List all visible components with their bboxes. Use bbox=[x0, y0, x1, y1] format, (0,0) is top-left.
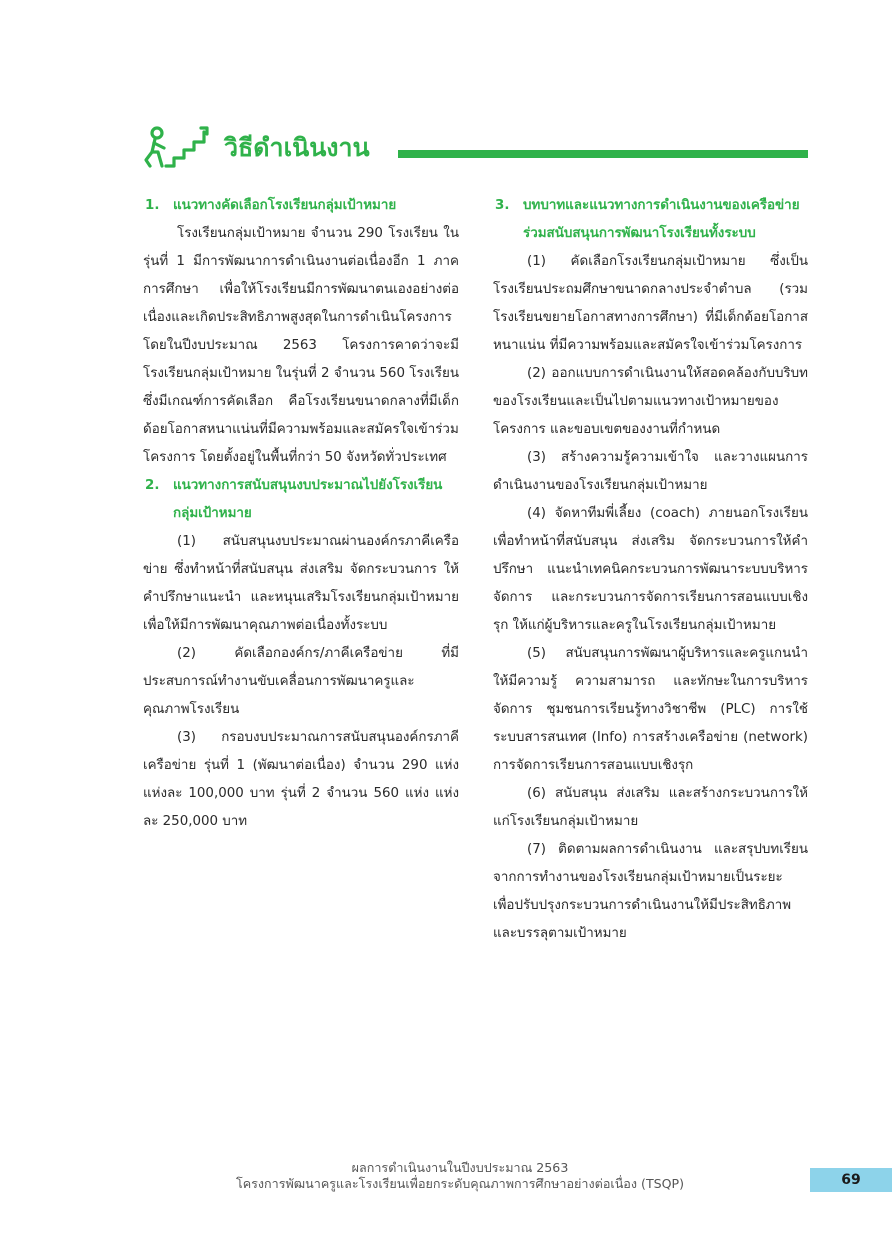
section-title: บทบาทและแนวทางการดำเนินงานของเครือข่ายร่วมสนับสนุนการพัฒนาโรงเรียนทั้งระบบ bbox=[523, 198, 800, 241]
paragraph: (2) คัดเลือกองค์กร/ภาคีเครือข่าย ที่มีประสบการณ์ทำงานขับเคลื่อนการพัฒนาครูและคุณภาพโรงเรียน bbox=[143, 646, 459, 717]
right-column bbox=[493, 192, 808, 948]
section-title: แนวทางการสนับสนุนงบประมาณไปยังโรงเรียนกลุ่มเป้าหมาย bbox=[173, 478, 443, 521]
paragraph: (1) คัดเลือกโรงเรียนกลุ่มเป้าหมาย ซึ่งเป็นโรงเรียนประถมศึกษาขนาดกลางประจำตำบล (รวมโรงเรียนขยายโอกาสทางการศึกษา) ที่มีเด็กด้อยโอกาสหนาแน่น ที่มีความพร้อมและสมัครใจเข้าร่วมโครงการ bbox=[493, 254, 808, 353]
section-number: 3. bbox=[495, 198, 510, 213]
stairs-climber-icon bbox=[142, 124, 212, 172]
paragraph: (5) สนับสนุนการพัฒนาผู้บริหารและครูแกนนำ ให้มีความรู้ ความสามารถ และทักษะในการบริหารจัดการ ชุมชนการเรียนรู้ทางวิชาชีพ (PLC) การใช้ระบบสารสนเทศ (Info) การสร้างเครือข่าย (network) การจัดการเรียนการสอนแบบเชิงรุก bbox=[493, 646, 808, 773]
footer-line-2: โครงการพัฒนาครูและโรงเรียนเพื่อยกระดับคุณภาพการศึกษาอย่างต่อเนื่อง (TSQP) bbox=[235, 1176, 685, 1191]
paragraph: (4) จัดหาทีมพี่เลี้ยง (coach) ภายนอกโรงเรียนเพื่อทำหน้าที่สนับสนุน ส่งเสริม จัดกระบวนการให้คำปรึกษา แนะนำเทคนิคกระบวนการพัฒนาระบบบริหารจัดการ และกระบวนการจัดการเรียนการสอนแบบเชิงรุก ให้แก่ผู้บริหารและครูในโรงเรียนกลุ่มเป้าหมาย bbox=[493, 506, 808, 633]
paragraph: (7) ติดตามผลการดำเนินงาน และสรุปบทเรียนจากการทำงานของโรงเรียนกลุ่มเป้าหมายเป็นระยะ เพื่อปรับปรุงกระบวนการดำเนินงานให้มีประสิทธิภาพและบรรลุตามเป้าหมาย bbox=[493, 842, 808, 941]
section-number: 2. bbox=[145, 478, 160, 493]
section-number: 1. bbox=[145, 198, 160, 213]
left-column bbox=[143, 192, 459, 836]
paragraph: (2) ออกแบบการดำเนินงานให้สอดคล้องกับบริบทของโรงเรียนและเป็นไปตามแนวทางเป้าหมายของโครงการ และขอบเขตของงานที่กำหนด bbox=[493, 366, 808, 437]
paragraph: (3) สร้างความรู้ความเข้าใจ และวางแผนการดำเนินงานของโรงเรียนกลุ่มเป้าหมาย bbox=[493, 450, 808, 493]
paragraph: โรงเรียนกลุ่มเป้าหมาย จำนวน 290 โรงเรียน ในรุ่นที่ 1 มีการพัฒนาการดำเนินงานต่อเนื่องอีก 1 ภาคการศึกษา เพื่อให้โรงเรียนมีการพัฒนาตนเองอย่างต่อเนื่องและเกิดประสิทธิภาพสูงสุดในการดำเนินโครงการ โดยในปีงบประมาณ 2563 โครงการคาดว่าจะมีโรงเรียนกลุ่มเป้าหมาย ในรุ่นที่ 2 จำนวน 560 โรงเรียน ซึ่งมีเกณฑ์การคัดเลือก คือโรงเรียนขนาดกลางที่มีเด็กด้อยโอกาสหนาแน่นที่มีความพร้อมและสมัครใจเข้าร่วมโครงการ โดยตั้งอยู่ในพื้นที่กว่า 50 จังหวัดทั่วประเทศ bbox=[143, 226, 459, 465]
title-underline-bar bbox=[398, 150, 808, 158]
footer-line-1: ผลการดำเนินงานในปีงบประมาณ 2563 bbox=[351, 1160, 569, 1175]
paragraph: (6) สนับสนุน ส่งเสริม และสร้างกระบวนการให้แก่โรงเรียนกลุ่มเป้าหมาย bbox=[493, 786, 808, 829]
page-title: วิธีดำเนินงาน bbox=[224, 133, 370, 162]
section-heading-1 bbox=[143, 192, 459, 220]
page-footer bbox=[160, 1160, 760, 1192]
page-number-badge: 69 bbox=[810, 1168, 892, 1192]
paragraph: (3) กรอบงบประมาณการสนับสนุนองค์กรภาคีเครือข่าย รุ่นที่ 1 (พัฒนาต่อเนื่อง) จำนวน 290 แห่ง แห่งละ 100,000 บาท รุ่นที่ 2 จำนวน 560 แห่ง แห่งละ 250,000 บาท bbox=[143, 730, 459, 829]
section-heading-3 bbox=[493, 192, 808, 248]
section-header bbox=[142, 124, 808, 184]
section-heading-2 bbox=[143, 472, 459, 528]
section-title: แนวทางคัดเลือกโรงเรียนกลุ่มเป้าหมาย bbox=[173, 198, 397, 213]
paragraph: (1) สนับสนุนงบประมาณผ่านองค์กรภาคีเครือข่าย ซึ่งทำหน้าที่สนับสนุน ส่งเสริม จัดกระบวนการ ให้คำปรึกษาแนะนำ และหนุนเสริมโรงเรียนกลุ่มเป้าหมาย เพื่อให้มีการพัฒนาคุณภาพต่อเนื่องทั้งระบบ bbox=[143, 534, 459, 633]
